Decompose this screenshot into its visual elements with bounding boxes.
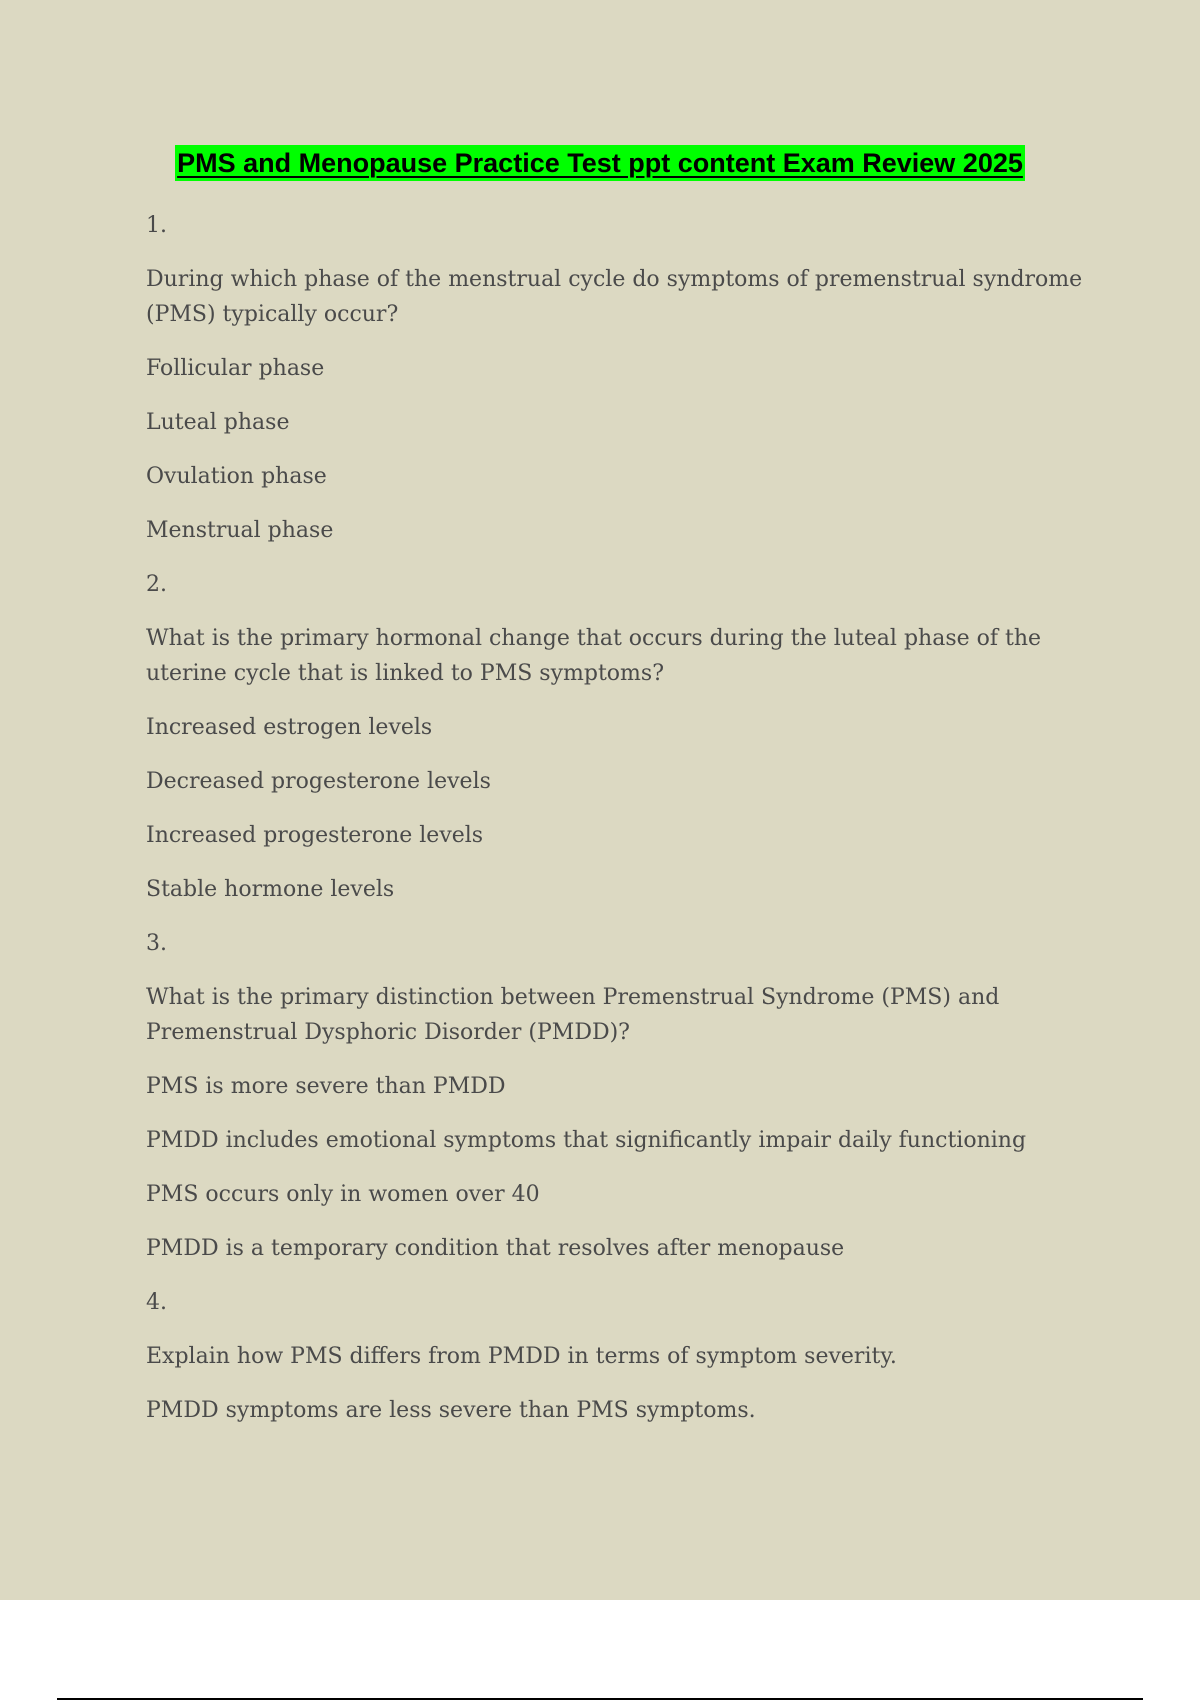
question-list <box>146 208 1106 1447</box>
title-container <box>0 145 1200 181</box>
question-number: 1. <box>146 213 167 238</box>
answer-option: PMDD is a temporary condition that resolves after menopause <box>146 1236 845 1261</box>
answer-option: Luteal phase <box>146 410 290 435</box>
answer-option: PMDD symptoms are less severe than PMS symptoms. <box>146 1398 756 1423</box>
answer-option: Stable hormone levels <box>146 877 395 902</box>
answer-option: Ovulation phase <box>146 464 327 489</box>
question-item <box>146 1285 1106 1428</box>
question-text: During which phase of the menstrual cycle do symptoms of premenstrual syndrome (PMS) typically occur? <box>146 267 1083 327</box>
question-item <box>146 208 1106 548</box>
answer-option: PMS is more severe than PMDD <box>146 1074 506 1099</box>
answer-option: Follicular phase <box>146 356 325 381</box>
question-text: What is the primary hormonal change that occurs during the luteal phase of the uterine cycle that is linked to PMS symptoms? <box>146 626 1042 686</box>
question-item <box>146 567 1106 907</box>
question-text: Explain how PMS differs from PMDD in terms of symptom severity. <box>146 1344 897 1369</box>
answer-option: Decreased progesterone levels <box>146 769 491 794</box>
question-number: 3. <box>146 931 167 956</box>
answer-option: Increased progesterone levels <box>146 823 484 848</box>
question-number: 2. <box>146 572 167 597</box>
answer-option: Menstrual phase <box>146 518 334 543</box>
answer-option: PMDD includes emotional symptoms that significantly impair daily functioning <box>146 1128 1027 1153</box>
answer-option: PMS occurs only in women over 40 <box>146 1182 540 1207</box>
question-item <box>146 926 1106 1266</box>
question-number: 4. <box>146 1290 167 1315</box>
question-text: What is the primary distinction between Premenstrual Syndrome (PMS) and Premenstrual Dysphoric Disorder (PMDD)? <box>146 985 1000 1045</box>
answer-option: Increased estrogen levels <box>146 715 433 740</box>
document-title: PMS and Menopause Practice Test ppt content Exam Review 2025 <box>175 145 1025 181</box>
